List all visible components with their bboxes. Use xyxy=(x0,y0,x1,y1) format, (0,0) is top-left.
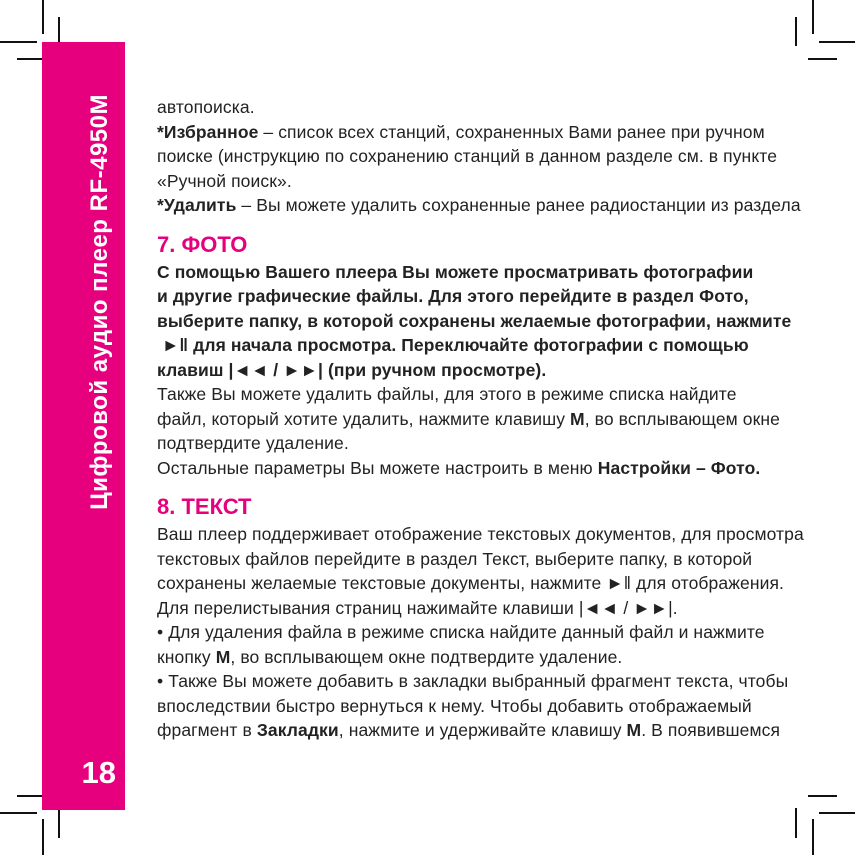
text-line: «Ручной поиск». xyxy=(157,170,292,191)
text-line: клавиш |◄◄ / ►►| (при ручном просмотре). xyxy=(157,359,547,380)
text-line: фрагмент в Закладки, нажмите и удерживайте клавишу М. В появившемся xyxy=(157,720,781,740)
section-heading: 7. ФОТО xyxy=(157,231,248,257)
text-line: текстовых файлов перейдите в раздел Текст, выберите папку, в которой xyxy=(157,548,753,569)
paragraph xyxy=(157,522,827,743)
paragraph xyxy=(157,260,827,481)
text-line: сохранены желаемые текстовые документы, нажмите ►‖ для отображения. xyxy=(157,573,785,593)
text-line: Для перелистывания страниц нажимайте клавиши |◄◄ / ►►|. xyxy=(157,597,678,618)
text-line: *Удалить – Вы можете удалить сохраненные ранее радиостанции из раздела xyxy=(157,195,801,215)
crop-mark xyxy=(819,41,855,43)
text-line: впоследствии быстро вернуться к нему. Чтобы добавить отображаемый xyxy=(157,695,752,716)
text-line: подтвердите удаление. xyxy=(157,433,349,453)
crop-mark xyxy=(808,58,837,60)
text-line: ►‖ для начала просмотра. Переключайте фотографии с помощью xyxy=(157,335,749,355)
crop-mark xyxy=(795,17,797,46)
text-line: • Также Вы можете добавить в закладки выбранный фрагмент текста, чтобы xyxy=(157,671,789,691)
crop-mark xyxy=(812,819,814,855)
crop-mark xyxy=(795,808,797,838)
text-line: автопоиска. xyxy=(157,97,255,117)
text-line: файл, который хотите удалить, нажмите клавишу М, во всплывающем окне xyxy=(157,408,780,429)
text-line: *Избранное – список всех станций, сохраненных Вами ранее при ручном xyxy=(157,121,765,142)
crop-mark xyxy=(819,812,855,814)
section-heading: 8. ТЕКСТ xyxy=(157,494,252,519)
paragraph xyxy=(157,95,827,218)
text-line: поиске (инструкцию по сохранению станций в данном разделе см. в пункте xyxy=(157,146,778,166)
page-number: 18 xyxy=(81,755,116,790)
crop-mark xyxy=(812,0,814,34)
crop-mark xyxy=(808,795,837,797)
crop-mark xyxy=(0,812,37,814)
text-line: • Для удаления файла в режиме списка найдите данный файл и нажмите xyxy=(157,622,765,642)
text-line: и другие графические файлы. Для этого перейдите в раздел Фото, xyxy=(157,286,749,306)
crop-mark xyxy=(0,41,37,43)
text-line: выберите папку, в которой сохранены желаемые фотографии, нажмите xyxy=(157,310,792,331)
text-line: Ваш плеер поддерживает отображение текстовых документов, для просмотра xyxy=(157,524,804,544)
sidebar xyxy=(42,42,125,810)
text-line: кнопку М, во всплывающем окне подтвердите удаление. xyxy=(157,646,623,667)
sidebar-title: Цифровой аудио плеер RF-4950M xyxy=(86,94,113,510)
text-line: Остальные параметры Вы можете настроить в меню Настройки – Фото. xyxy=(157,457,761,478)
text-line: С помощью Вашего плеера Вы можете просматривать фотографии xyxy=(157,261,754,282)
manual-content xyxy=(157,95,827,743)
crop-mark xyxy=(42,0,44,34)
crop-mark xyxy=(42,819,44,855)
text-line: Также Вы можете удалить файлы, для этого в режиме списка найдите xyxy=(157,384,737,404)
